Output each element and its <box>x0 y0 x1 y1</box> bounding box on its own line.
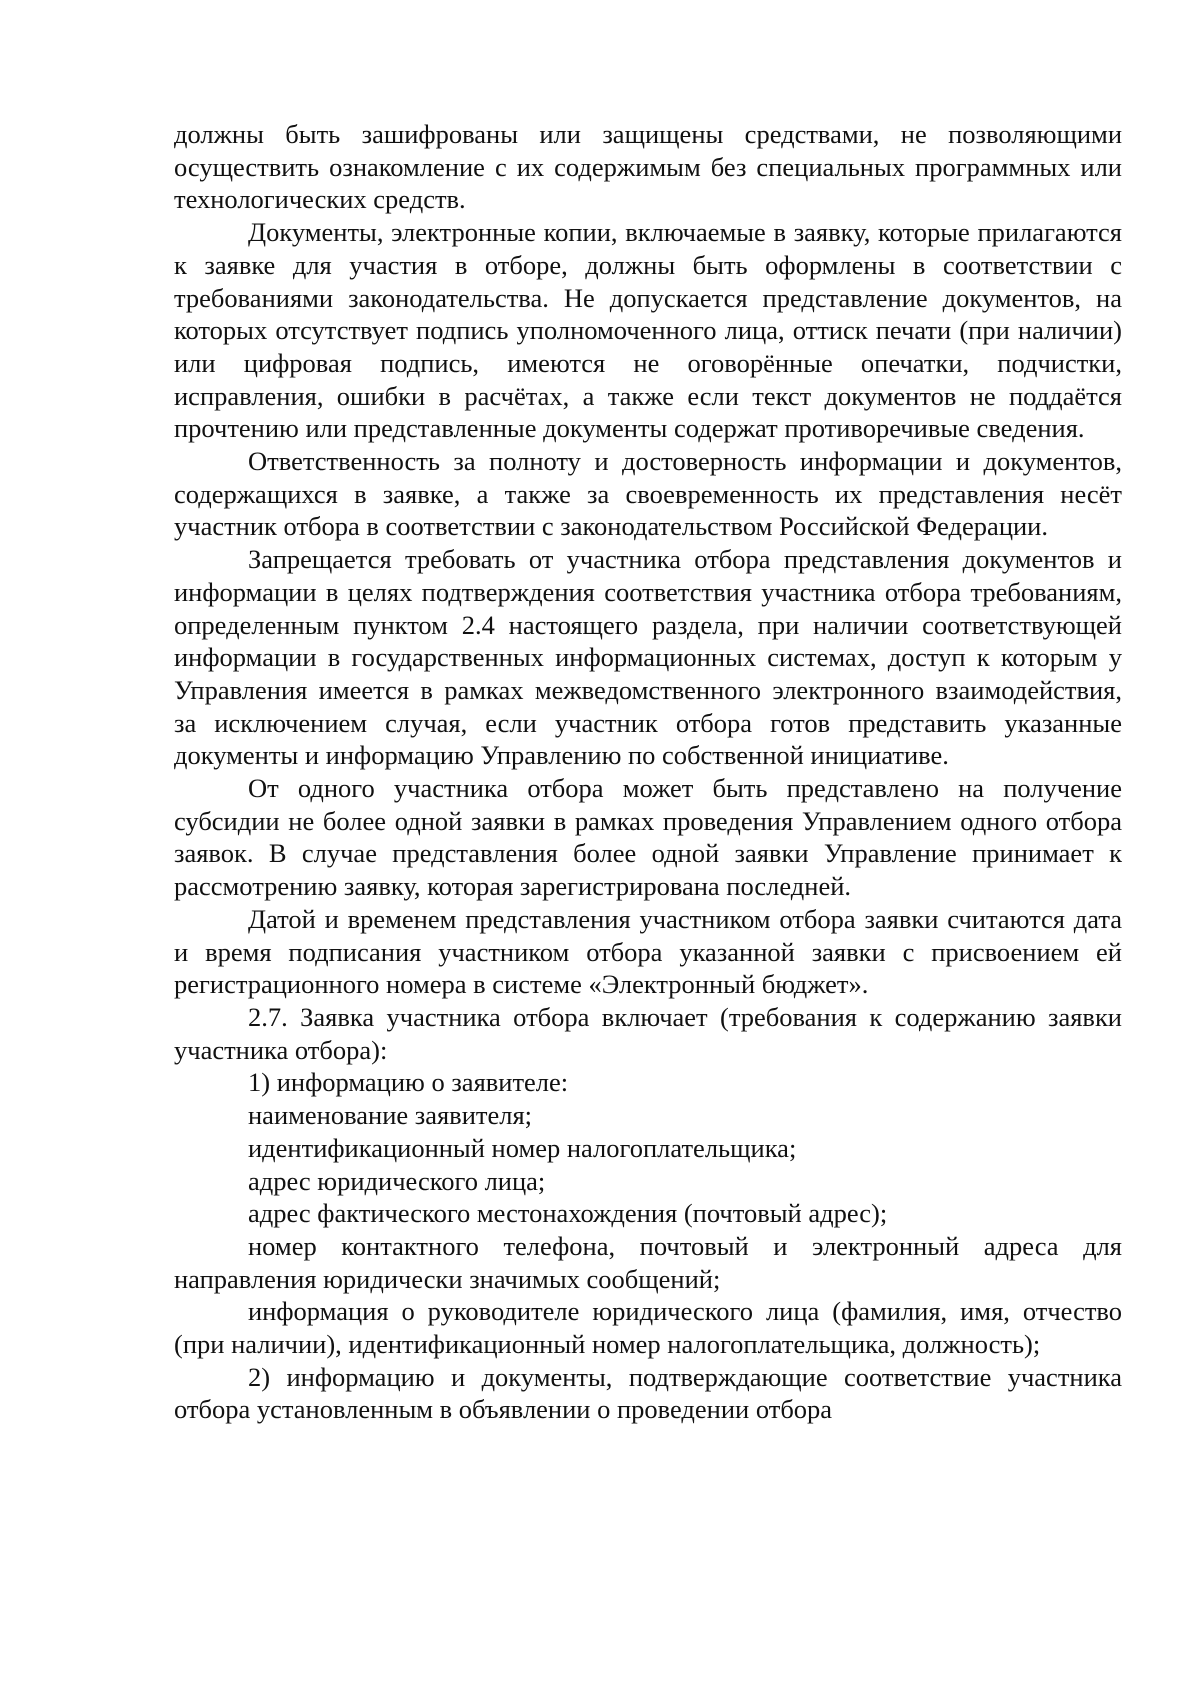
paragraph-responsibility: Ответственность за полноту и достоверность информации и документов, содержащихся в заявке, а также за своевременность их представления несёт участник отбора в соответствии с законодательством Российской Федерации. <box>174 446 1122 542</box>
list-item-legal-address: адрес юридического лица; <box>248 1165 546 1196</box>
list-item-director-info: информация о руководителе юридического лица (фамилия, имя, отчество (при наличии), идентификационный номер налогоплательщика, должность); <box>174 1296 1122 1360</box>
list-item-compliance-documents: 2) информацию и документы, подтверждающие соответствие участника отбора установленным в объявлении о проведении отбора <box>174 1361 1122 1425</box>
paragraph-continuation: должны быть зашифрованы или защищены средствами, не позволяющими осуществить ознакомление с их содержимым без специальных программных или технологических средств. <box>174 119 1122 215</box>
list-item-actual-address: адрес фактического местонахождения (почтовый адрес); <box>248 1198 888 1229</box>
paragraph-prohibition: Запрещается требовать от участника отбора представления документов и информации в целях подтверждения соответствия участника отбора требованиям, определенным пунктом 2.4 настоящего раздела, при наличии соответствующей информации в государственных информационных системах, доступ к которым у Управления имеется в рамках межведомственного электронного взаимодействия, за исключением случая, если участник отбора готов представить указанные документы и информацию Управлению по собственной инициативе. <box>174 544 1122 771</box>
paragraph-date-time: Датой и временем представления участником отбора заявки считаются дата и время подписания участником отбора указанной заявки с присвоением ей регистрационного номера в системе «Электронный бюджет». <box>174 903 1122 1000</box>
list-item-applicant-name: наименование заявителя; <box>248 1100 532 1131</box>
paragraph-section-2-7: 2.7. Заявка участника отбора включает (требования к содержанию заявки участника отбора): <box>174 1001 1122 1065</box>
list-item-contacts: номер контактного телефона, почтовый и электронный адреса для направления юридически значимых сообщений; <box>174 1230 1122 1294</box>
list-item-applicant-info: 1) информацию о заявителе: <box>248 1067 569 1098</box>
paragraph-documents-requirements: Документы, электронные копии, включаемые в заявку, которые прилагаются к заявке для участия в отборе, должны быть оформлены в соответствии с требованиями законодательства. Не допускается представление документов, на которых отсутствует подпись уполномоченного лица, оттиск печати (при наличии) или цифровая подпись, имеются не оговорённые опечатки, подчистки, исправления, ошибки в расчётах, а также если текст документов не поддаётся прочтению или представленные документы содержат противоречивые сведения. <box>174 217 1122 444</box>
document-page <box>174 118 1122 1426</box>
list-item-tax-id: идентификационный номер налогоплательщика; <box>248 1132 797 1163</box>
paragraph-single-application: От одного участника отбора может быть представлено на получение субсидии не более одной заявки в рамках проведения Управлением одного отбора заявок. В случае представления более одной заявки Управление принимает к рассмотрению заявку, которая зарегистрирована последней. <box>174 773 1122 902</box>
